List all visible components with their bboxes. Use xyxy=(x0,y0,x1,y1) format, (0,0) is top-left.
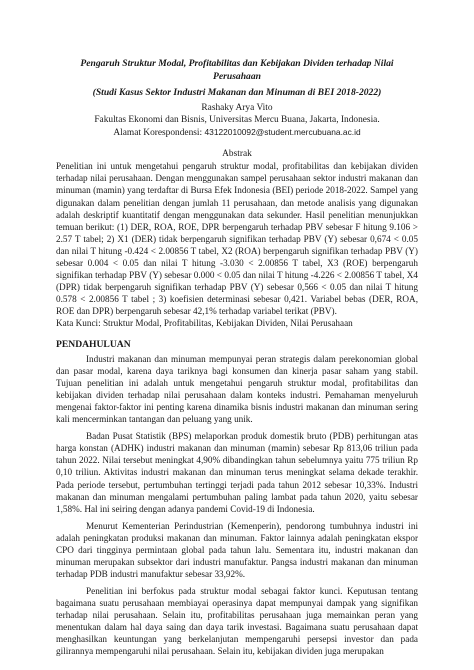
keywords: Kata Kunci: Struktur Modal, Profitabilitas, Kebijakan Dividen, Nilai Perusahaan xyxy=(56,318,353,328)
abstract-text: Penelitian ini untuk mengetahui pengaruh struktur modal, profitabilitas dan kebijakan dividen terhadap nilai perusahaan. Dengan menggunakan sampel perusahaan sektor industri makanan dan minuman (mamin) yang terdaftar di Bursa Efek Indonesia (BEI) periode 2018-2022. Sampel yang digunakan dalam penelitian dengan jumlah 11 perusahaan, dan metode analisis yang digunakan adalah deskriptif kuantitatif dengan menggunakan data sekunder. Hasil penelitian menunjukkan temuan berikut: (1) DER, ROA, ROE, DPR berpengaruh terhadap PBV sebesar F hitung 9.106 > 2.57 T tabel; 2) X1 (DER) tidak berpengaruh signifikan terhadap PBV (Y) sebesar 0,674 < 0.05 dan nilai T hitung -0.424 < 2.00856 T tabel, X2 (ROA) berpengaruh signifikan terhadap PBV (Y) sebesar 0.004 < 0.05 dan nilai T hitung -3.030 < 2.00856 T tabel, X3 (ROE) berpengaruh signifikan terhadap PBV (Y) sebesar 0.000 < 0.05 dan nilai T hitung -4.226 < 2.00856 T tabel, X4 (DPR) tidak berpengaruh signifikan terhadap PBV (Y) sebesar 0,566 < 0.05 dan nilai T hitung 0.578 < 2.00856 T tabel ; 3) koefisien determinasi sebesar 0,421. Variabel bebas (DER, ROA, ROE dan DPR) berpengaruh sebesar 42,1% terhadap variabel terikat (PBV). xyxy=(56,161,418,316)
intro-paragraph-4: Penelitian ini berfokus pada struktur modal sebagai faktor kunci. Keputusan tentang bagaimana suatu perusahaan membiayai operasinya dapat mempunyai dampak yang signifikan terhadap nilai perusahaan. Selain itu, profitabilitas perusahaan juga memainkan peran yang menentukan dalam hal daya saing dan daya tarik investasi. Bagaimana suatu perusahaan dapat menghasilkan keuntungan yang berkelanjutan mempengaruhi persepsi investor dan pada gilirannya mempengaruhi nilai perusahaan. Selain itu, kebijakan dividen juga merupakan xyxy=(56,585,418,657)
author-name: Rashaky Arya Vito xyxy=(201,102,273,113)
intro-paragraph-1: Industri makanan dan minuman mempunyai peran strategis dalam perekonomian global dan pasar modal, karena daya tariknya bagi konsumen dan kinerja pasar saham yang stabil. Tujuan penelitian ini adalah untuk mengetahui pengaruh struktur modal, profitabilitas dan kebijakan dividen terhadap nilai perusahaan dalam konteks industri. Pemahaman menyeluruh mengenai faktor-faktor ini penting karena dinamika bisnis industri makanan dan minuman sering kali mencerminkan tantangan dan peluang yang unik. xyxy=(56,354,418,425)
correspondence-line xyxy=(56,126,418,139)
intro-paragraph-3: Menurut Kementerian Perindustrian (Kemenperin), pendorong tumbuhnya industri ini adalah peningkatan produksi makanan dan minuman. Faktor lainnya adalah peningkatan ekspor CPO dari tingginya permintaan global pada tahun lalu. Sementara itu, industri makanan dan minuman merupakan subsektor dari industri manufaktur. Pangsa industri makanan dan minuman terhadap PDB industri manufaktur sebesar 33,92%. xyxy=(56,520,418,579)
author-affiliation: Fakultas Ekonomi dan Bisnis, Universitas Mercu Buana, Jakarta, Indonesia. xyxy=(94,114,380,125)
intro-paragraph-2: Badan Pusat Statistik (BPS) melaporkan produk domestik bruto (PDB) perhitungan atas harga konstan (ADHK) industri makanan dan minuman (mamin) sebesar Rp 813,06 triliun pada tahun 2022. Nilai tersebut meningkat 4,90% dibandingkan tahun sebelumnya yaitu 775 triliun Rp 0,10 triliun. Aktivitas industri makanan dan minuman terus meningkat selama dekade terakhir. Pada periode tersebut, pertumbuhan tertinggi terjadi pada tahun 2012 sebesar 10,33%. Industri makanan dan minuman mengalami pertumbuhan paling lambat pada tahun 2020, yaitu sebesar 1,58%. Hal ini seiring dengan adanya pandemi Covid-19 di Indonesia. xyxy=(56,431,418,514)
section-heading-pendahuluan: PENDAHULUAN xyxy=(56,339,131,351)
correspondence-email: 43122010092@student.mercubuana.ac.id xyxy=(204,127,361,138)
abstract-heading: Abstrak xyxy=(222,149,252,160)
correspondence-label: Alamat Korespondensi: xyxy=(113,128,203,139)
paper-subtitle: (Studi Kasus Sektor Industri Makanan dan Minuman di BEI 2018-2022) xyxy=(92,87,382,98)
paper-title: Pengaruh Struktur Modal, Profitabilitas dan Kebijakan Dividen terhadap Nilai Perusahaan xyxy=(80,58,394,82)
